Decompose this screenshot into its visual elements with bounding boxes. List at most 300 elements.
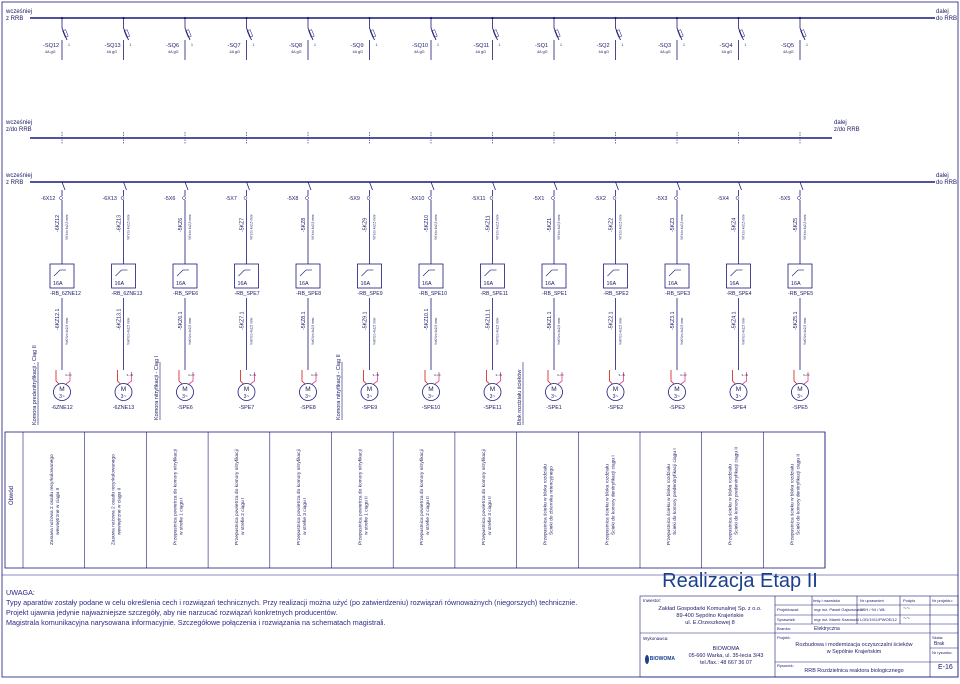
desc-line-2: w strefie 1 ciągu II <box>364 496 370 535</box>
sq-breaker-contact <box>247 28 252 40</box>
skz-cable-spec: YKYżo 4x2,5 mm² <box>249 214 254 240</box>
sx-contact <box>493 182 496 190</box>
skz-label: -5KZ5 <box>793 217 799 232</box>
skz-label: -5KZ3 <box>670 217 676 232</box>
desc-line-2: w strefie 1 ciągu I <box>179 497 185 535</box>
sx-contact <box>677 182 680 190</box>
sq-label: -SQ5 <box>781 43 795 49</box>
skz2-cable-spec: YnKYżo 4x2,5 mm² <box>188 317 192 345</box>
desc-line-2: w strefie 3 ciągu II <box>487 496 493 535</box>
skz2-label: -6KZ12.1 <box>55 308 61 330</box>
relay-switch-icon <box>485 270 491 276</box>
skz-label: -5KZ8 <box>301 217 307 232</box>
relay-amperage: 16A <box>176 281 186 287</box>
motor-symbol-m: M <box>551 386 557 393</box>
sq-label: -SQ12 <box>43 43 60 49</box>
skz-label: -5KZ10 <box>424 214 430 232</box>
drawing-label: Rysunek: <box>777 663 794 668</box>
circuit-column <box>41 17 81 411</box>
investor-line-3: ul. E.Orzeszkowej 8 <box>685 620 735 626</box>
desc-line-2: Ścieki do komory predenitryfikacji ciągu I <box>673 448 678 535</box>
sx-contact <box>62 182 65 190</box>
bus-tap-dot <box>245 17 247 19</box>
project-line-1: Rozbudowa i modernizacja oczyszczalni ścieków <box>795 642 913 648</box>
sq-label: -SQ3 <box>658 43 672 49</box>
relay-amperage: 16A <box>114 281 125 287</box>
bus-tap-dot <box>737 17 739 19</box>
sq-label: -SQ4 <box>719 43 733 49</box>
motor-symbol-phase: 3~ <box>797 394 803 400</box>
skz2-label: -5KZ11.1 <box>485 309 492 330</box>
relay-label: -RB_SPE11 <box>480 291 509 297</box>
desc-line-1: Przepustnica powietrza do komory nitryfikacji <box>420 449 426 545</box>
sq-rating: 4A gG <box>783 50 794 54</box>
sq-terminal-no: 1 <box>744 43 747 47</box>
sq-rating: 4A gG <box>537 50 548 54</box>
sq-breaker-contact <box>493 28 498 40</box>
skz-label: -5KZ7 <box>239 217 246 232</box>
motor-label: -SPE3 <box>669 405 685 411</box>
sq-rating: 4A gG <box>414 50 425 54</box>
sq-rating: 4A gG <box>291 50 302 54</box>
skz-cable-spec: YKYżo 4x2,5 mm² <box>126 214 131 240</box>
skz-label: -5KZ11 <box>485 215 492 232</box>
skz-label: -5KZ4 <box>731 217 738 232</box>
motor-feed-red <box>671 370 674 384</box>
busbar-1-right-label: dalej do RRB <box>936 9 958 22</box>
busbar-1-left-label: wcześniej z RRB <box>6 9 33 22</box>
circuit-column <box>287 17 321 411</box>
relay-switch-icon <box>116 270 122 276</box>
skz-cable-spec: YKYżo 4x2,5 mm² <box>434 214 438 240</box>
contractor-line-3: tel./fax.: 48 667 36 07 <box>700 660 752 666</box>
skz2-label: -5KZ1.1 <box>547 311 553 330</box>
desc-line-2: Ścieki do zbiornika retencyjnego <box>549 466 555 535</box>
sq-terminal-no: 1 <box>375 43 378 47</box>
sx-terminal-icon <box>429 197 432 200</box>
motor-symbol-m: M <box>182 386 188 393</box>
bus-tap-dot <box>61 17 63 19</box>
relay-amperage: 16A <box>668 281 678 287</box>
col-name-header: Imię i nazwisko <box>813 598 841 603</box>
relay-mark-label: 3~/N <box>680 373 687 377</box>
sx-label: -5X6 <box>164 196 176 202</box>
circuit-column <box>226 17 260 411</box>
sx-terminal-icon <box>736 197 739 200</box>
relay-amperage: 16A <box>545 281 555 287</box>
sx-label: -5X11 <box>471 196 486 202</box>
contractor-logo-text: BIOWOMA <box>649 656 675 662</box>
bus-tap-dot <box>122 17 124 19</box>
motor-feed-red <box>241 370 244 384</box>
project-block <box>780 642 928 656</box>
sq-label: -SQ9 <box>350 43 364 49</box>
sx-terminal-icon <box>367 197 370 200</box>
motor-symbol-m: M <box>59 386 65 393</box>
desc-line-1: Przepustnica powietrza do komory nitryfikacji <box>358 449 364 545</box>
skz2-label: -5KZ6.1 <box>178 311 184 330</box>
circuit-column <box>410 17 447 411</box>
sq-rating: 4A gG <box>721 50 733 54</box>
desc-line-2: Ścieki do komory denitryfikacji ciągu I <box>611 455 617 535</box>
relay-label: -RB_SPE7 <box>234 291 260 297</box>
skz-label: -5KZ6 <box>178 217 184 232</box>
sx-terminal-icon <box>306 197 309 200</box>
motor-symbol-m: M <box>735 386 742 393</box>
bus-tap-dot <box>553 17 555 19</box>
motor-feed-red <box>179 370 182 384</box>
drawing-no-value: E-16 <box>938 664 953 671</box>
relay-switch-icon <box>731 270 737 276</box>
relay-label: -RB_SPE1 <box>542 291 568 297</box>
relay-label: -RB_SPE6 <box>173 291 199 297</box>
motor-feed-red <box>487 370 490 384</box>
bus-tap-dot <box>184 17 186 19</box>
relay-switch-icon <box>792 270 798 276</box>
desc-line-2: Ścieki do komory predenitryfikacji ciągu II <box>734 447 740 535</box>
obwod-label: Obwód <box>9 485 15 505</box>
motor-feed-red <box>733 370 736 384</box>
sq-terminal-no: 1 <box>683 43 685 47</box>
sq-terminal-no: 1 <box>806 43 808 47</box>
busbar-2-right-label: dalej z/do RRB <box>834 120 860 133</box>
skz-cable-spec: YKYżo 4x2,5 mm² <box>495 214 500 240</box>
sx-label: -5X7 <box>225 196 237 202</box>
relay-mark-label: 3~/N <box>188 373 195 377</box>
relay-switch-icon <box>608 270 614 276</box>
sx-label: -5X10 <box>410 196 425 202</box>
sq-breaker-contact <box>124 28 129 40</box>
biowoma-logo-icon <box>645 655 649 664</box>
sx-contact <box>370 182 373 190</box>
sq-breaker-contact <box>800 28 805 40</box>
relay-amperage: 16A <box>422 281 432 287</box>
contractor-block <box>680 646 772 667</box>
skz2-cable-spec: YnKYżo 4x2,5 mm² <box>311 317 315 345</box>
skz2-cable-spec: YnKYżo 4x2,5 mm² <box>741 317 746 345</box>
bus-tap-dot <box>368 17 370 19</box>
bus-tap-dot <box>799 17 801 19</box>
skz2-cable-spec: YnKYżo 4x2,5 mm² <box>126 317 131 345</box>
desc-line-1: Przepustnica ścieku w bloku rozdziału <box>728 464 734 545</box>
motor-label: -SPE8 <box>300 405 316 411</box>
busbar-3-right-label: dalej do RRB <box>936 173 958 186</box>
checker-label: Sprawdził: <box>777 617 796 622</box>
skz2-cable-spec: YnKYżo 4x2,5 mm² <box>680 317 684 345</box>
designer-label: Projektował: <box>777 607 799 612</box>
group-label-nitrification-i: Komora nitryfikacji - Ciąg I <box>154 355 160 420</box>
sq-breaker-contact <box>431 28 436 40</box>
sq-rating: 4A gG <box>598 50 610 54</box>
motor-symbol-phase: 3~ <box>182 394 188 400</box>
sx-contact <box>554 182 557 190</box>
relay-mark-label: 3~/N <box>249 373 256 377</box>
desc-line-2: w strefie 2 ciągu II <box>426 496 432 535</box>
motor-label: -SPE2 <box>607 405 624 411</box>
skz2-cable-spec: YnKYżo 4x2,5 mm² <box>65 317 69 345</box>
relay-amperage: 16A <box>791 281 801 287</box>
sq-rating: 4A gG <box>45 50 56 54</box>
designer-name: mgr inż. Paweł Gajsorowicz <box>814 607 864 612</box>
skz-label: -5KZ9 <box>362 217 369 232</box>
sq-breaker-contact <box>554 28 559 40</box>
sx-contact <box>247 182 250 190</box>
bus-tap-dot <box>676 17 678 19</box>
relay-mark-label: 3~/N <box>434 373 441 377</box>
skz2-cable-spec: YnKYżo 4x2,5 mm² <box>372 317 377 345</box>
notes-line-1: Typy aparatów zostały podane w celu określenia cech i rozwiązań technicznych. Przy realizacji można użyć (po zatwierdzeniu) rozwiązań równoważnych (niegorszych) technicznie. <box>6 598 578 607</box>
motor-label: -SPE7 <box>238 405 255 411</box>
skz2-label: -5KZ5.1 <box>793 311 799 330</box>
relay-mark-label: 3~/N <box>495 373 502 377</box>
contractor-label: Wykonawca: <box>643 636 669 641</box>
sx-contact <box>308 182 311 190</box>
sq-label: -SQ13 <box>104 43 121 49</box>
skz-cable-spec: YKYżo 4x2,5 mm² <box>741 214 746 240</box>
sq-terminal-no: 1 <box>191 43 193 47</box>
skz2-cable-spec: YnKYżo 4x2,5 mm² <box>495 317 500 345</box>
sq-terminal-no: 1 <box>437 43 439 47</box>
relay-mark-label: 3~/N <box>65 373 72 377</box>
skz2-label: -5KZ2.1 <box>608 311 615 330</box>
relay-mark-label: 3~/N <box>557 373 564 377</box>
bus-tap-dot <box>430 17 432 19</box>
skz2-cable-spec: YnKYżo 4x2,5 mm² <box>557 317 561 345</box>
sx-contact <box>800 182 803 190</box>
sx-terminal-icon <box>675 197 678 200</box>
motor-feed-red <box>794 370 797 384</box>
sq-rating: 4A gG <box>168 50 179 54</box>
skz2-label: -5KZ7.1 <box>239 311 246 330</box>
relay-switch-icon <box>239 270 245 276</box>
skz2-cable-spec: YnKYżo 4x2,5 mm² <box>618 317 623 345</box>
sx-terminal-icon <box>798 197 801 200</box>
sx-terminal-icon <box>183 197 186 200</box>
relay-label: -RB_SPE10 <box>419 291 447 297</box>
desc-line-1: Przepustnica powietrza do komory nitryfikacji <box>173 449 179 545</box>
sq-rating: 4A gG <box>229 50 241 54</box>
skz-cable-spec: YKYżo 4x2,5 mm² <box>680 214 684 240</box>
desc-line-1: Zasuwa nożowa 2 osadu recyrkulowanego <box>50 454 55 545</box>
relay-label: -RB_SPE8 <box>296 291 322 297</box>
sq-breaker-contact <box>739 28 744 40</box>
sx-terminal-icon <box>552 197 555 200</box>
sx-contact <box>124 182 127 190</box>
skz2-label: -6KZ13.1 <box>116 308 123 330</box>
skz2-cable-spec: YnKYżo 4x2,5 mm² <box>434 317 438 345</box>
motor-label: -SPE4 <box>730 405 747 411</box>
sx-label: -5X2 <box>594 196 606 202</box>
sq-breaker-contact <box>308 28 313 40</box>
skz-label: -6KZ12 <box>55 214 61 232</box>
sq-breaker-contact <box>370 28 375 40</box>
circuit-column <box>103 17 143 411</box>
skz-cable-spec: YKYżo 4x2,5 mm² <box>311 214 315 240</box>
sx-label: -6X12 <box>41 196 56 202</box>
motor-symbol-m: M <box>243 386 250 393</box>
investor-line-2: 89-400 Sępólno Krajeńskie <box>676 613 744 619</box>
relay-switch-icon <box>423 270 429 276</box>
skz-label: -5KZ2 <box>608 217 615 232</box>
designer-signature: ~~ <box>903 606 911 612</box>
desc-line-2: wewnętrzne w ciągu II <box>117 487 123 535</box>
branch-label: Branża: <box>777 626 791 631</box>
motor-feed-red <box>364 370 367 384</box>
circuit-column <box>533 17 567 411</box>
sq-label: -SQ8 <box>289 43 303 49</box>
notes-line-3: Magistrala komunikacyjna narysowana informacyjnie. Szczegółowe połączenia i rozwiązania na schematach magistrali. <box>6 618 386 627</box>
circuit-columns <box>41 17 813 411</box>
relay-switch-icon <box>54 270 60 276</box>
motor-symbol-m: M <box>489 386 496 393</box>
relay-amperage: 16A <box>606 281 617 287</box>
circuit-column <box>718 17 752 411</box>
sq-label: -SQ10 <box>412 43 429 49</box>
desc-line-1: Przepustnica powietrza do komory nitryfikacji <box>296 449 302 545</box>
sx-terminal-icon <box>121 197 124 200</box>
notes-line-2: Projekt ujawnia jedynie najważniejsze szczegóły, aby nie narzucać rozwiązań konkretnych producentów. <box>6 608 338 617</box>
sx-contact <box>431 182 434 190</box>
motor-symbol-phase: 3~ <box>612 394 619 400</box>
motor-feed-red <box>302 370 305 384</box>
circuit-column <box>656 17 690 411</box>
motor-symbol-phase: 3~ <box>735 394 742 400</box>
motor-label: -6ZNE13 <box>112 405 135 411</box>
relay-mark-label: 3~/N <box>311 373 318 377</box>
circuit-column <box>349 17 383 411</box>
desc-line-1: Przepustnica ścieku w bloku rozdziału <box>667 464 672 545</box>
motor-label: -SPE6 <box>177 405 193 411</box>
sx-label: -5X4 <box>717 196 729 202</box>
sq-terminal-no: 1 <box>560 43 562 47</box>
relay-switch-icon <box>669 270 675 276</box>
skz-cable-spec: YKYżo 4x2,5 mm² <box>618 214 623 240</box>
sq-breaker-contact <box>62 28 67 40</box>
motor-symbol-m: M <box>428 386 434 393</box>
sq-breaker-contact <box>616 28 621 40</box>
busbar-3-left-label: wcześniej z RRB <box>6 173 33 186</box>
relay-mark-label: 3~/N <box>126 373 133 377</box>
sx-label: -5X3 <box>656 196 668 202</box>
skz2-label: -5KZ4.1 <box>731 311 738 330</box>
project-line-2: w Sępólnie Krajeńskim <box>826 649 882 655</box>
desc-line-2: Ścieki do komory denitryfikacji ciągu II <box>796 453 802 535</box>
skz-cable-spec: YKYżo 4x2,5 mm² <box>557 214 561 240</box>
skz2-label: -5KZ10.1 <box>424 308 430 330</box>
sq-terminal-no: 1 <box>252 43 255 47</box>
checker-signature: ~~ <box>903 616 911 622</box>
bus-tap-dot <box>307 17 309 19</box>
motor-symbol-phase: 3~ <box>305 394 311 400</box>
investor-label: Inwestor: <box>643 598 662 603</box>
motor-symbol-m: M <box>674 386 680 393</box>
motor-symbol-phase: 3~ <box>59 394 65 400</box>
busbar-2-left-label: wcześniej z/do RRB <box>6 120 33 133</box>
motor-feed-red <box>56 370 59 384</box>
relay-amperage: 16A <box>483 281 494 287</box>
sq-breaker-contact <box>185 28 190 40</box>
designer-permission: SSH / 94 / WŁ <box>860 607 886 612</box>
sq-terminal-no: 1 <box>68 43 70 47</box>
col-sign-header: Podpis <box>903 598 916 603</box>
motor-symbol-phase: 3~ <box>674 394 680 400</box>
sq-label: -SQ2 <box>596 43 610 49</box>
description-cells <box>23 432 825 568</box>
relay-amperage: 16A <box>360 281 371 287</box>
contractor-line-1: BIOWOMA <box>712 646 740 652</box>
skz-cable-spec: YKYżo 4x2,5 mm² <box>65 214 69 240</box>
notes-block <box>6 588 626 628</box>
relay-switch-icon <box>300 270 306 276</box>
checker-name: mgr inż. Marek Szamocki <box>814 617 859 622</box>
sq-terminal-no: 1 <box>621 43 624 47</box>
sq-terminal-no: 1 <box>129 43 132 47</box>
motor-label: -6ZNE12 <box>51 405 73 411</box>
motor-feed-red <box>610 370 613 384</box>
relay-amperage: 16A <box>237 281 248 287</box>
desc-line-2: wewnętrzne w ciągu II <box>56 487 61 535</box>
relay-label: -RB_SPE4 <box>726 291 752 297</box>
motor-symbol-phase: 3~ <box>428 394 434 400</box>
skz-cable-spec: YKYżo 4x2,5 mm² <box>803 214 807 240</box>
sq-terminal-no: 1 <box>498 43 501 47</box>
scale-label: Skala: <box>932 635 944 640</box>
relay-mark-label: 3~/N <box>803 373 810 377</box>
sx-label: -5X1 <box>533 196 545 202</box>
notes-title: UWAGA: <box>6 588 35 597</box>
sq-terminal-no: 1 <box>314 43 316 47</box>
sq-label: -SQ1 <box>535 43 549 49</box>
sx-label: -6X13 <box>102 196 117 202</box>
motor-symbol-m: M <box>366 386 373 393</box>
motor-label: -SPE11 <box>483 405 502 411</box>
motor-symbol-phase: 3~ <box>366 394 373 400</box>
sq-rating: 4A gG <box>475 50 487 54</box>
motor-symbol-m: M <box>120 386 127 393</box>
skz2-label: -5KZ3.1 <box>670 311 676 330</box>
circuit-column <box>595 17 629 411</box>
contractor-line-2: 05-660 Warka, ul. 35-lecia 3/43 <box>688 653 764 659</box>
sq-label: -SQ7 <box>227 43 241 49</box>
motor-symbol-phase: 3~ <box>120 394 127 400</box>
relay-switch-icon <box>177 270 183 276</box>
branch-value: Elektryczna <box>814 626 840 632</box>
col-perm-header: Nr uprawnień <box>860 598 884 603</box>
skz-cable-spec: YKYżo 4x2,5 mm² <box>188 214 192 240</box>
skz2-cable-spec: YnKYżo 4x2,5 mm² <box>249 317 254 345</box>
motor-symbol-phase: 3~ <box>551 394 557 400</box>
sq-rating: 4A gG <box>352 50 364 54</box>
sx-contact <box>616 182 619 190</box>
sq-label: -SQ11 <box>473 43 490 49</box>
desc-line-2: w strefie 2 ciągu I <box>241 497 247 535</box>
motor-symbol-m: M <box>612 386 619 393</box>
skz2-label: -5KZ9.1 <box>362 311 369 330</box>
contractor-logo <box>645 650 675 668</box>
group-label-nitrification-ii: Komora nitryfikacji - Ciąg II <box>336 354 342 420</box>
group-label-predenitrification-ii: Komora predenitryfikacji - Ciąg II <box>32 345 38 425</box>
sq-breaker-contact <box>677 28 682 40</box>
desc-line-1: Przepustnica ścieku w bloku rozdziału <box>790 464 796 545</box>
relay-label: -RB_6ZNE13 <box>111 291 143 297</box>
relay-switch-icon <box>362 270 368 276</box>
sheet-title: Realizacja Etap II <box>662 570 818 592</box>
relay-label: -RB_SPE5 <box>788 291 814 297</box>
motor-label: -SPE9 <box>361 405 378 411</box>
sx-terminal-icon <box>244 197 247 200</box>
circuit-column <box>779 17 813 411</box>
skz2-cable-spec: YnKYżo 4x2,5 mm² <box>803 317 807 345</box>
